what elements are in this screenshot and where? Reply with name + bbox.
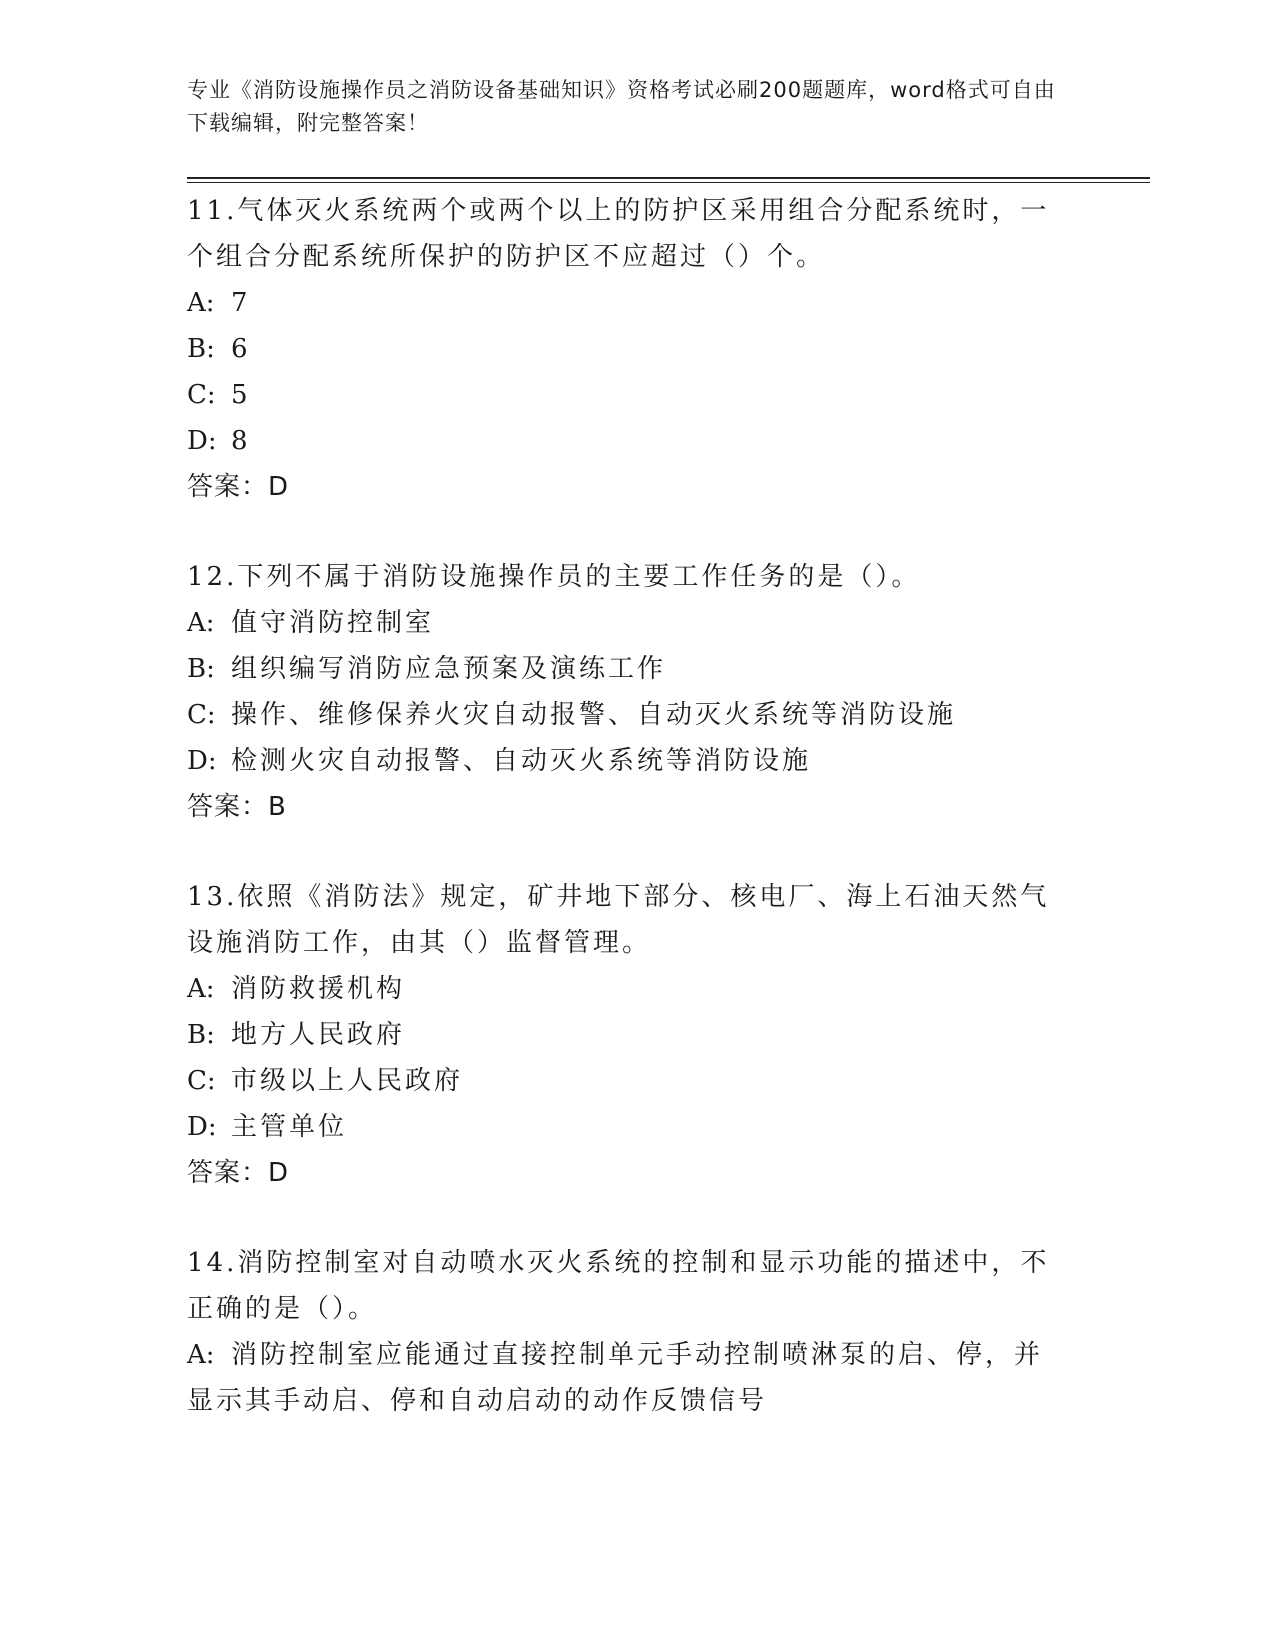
option-text: 检测火灾自动报警、自动灭火系统等消防设施 [231, 746, 812, 776]
option-b [187, 326, 1067, 372]
question-11 [187, 188, 1067, 510]
question-gap [187, 830, 1067, 874]
answer-line: 答案：D [187, 472, 290, 502]
option-letter: D: [187, 1112, 217, 1142]
option-d [187, 418, 1067, 464]
question-stem: 11.气体灭火系统两个或两个以上的防护区采用组合分配系统时，一个组合分配系统所保护的防护区不应超过（）个。 [187, 196, 1050, 272]
option-a [187, 280, 1067, 326]
answer-line: 答案：B [187, 792, 287, 822]
option-text: 值守消防控制室 [231, 608, 435, 638]
question-gap [187, 510, 1067, 554]
option-letter: D: [187, 426, 217, 456]
option-a [187, 966, 1067, 1012]
option-letter: A: [187, 1340, 215, 1370]
option-letter: C: [187, 380, 216, 410]
option-letter: B: [187, 334, 215, 364]
document-header-title: 专业《消防设施操作员之消防设备基础知识》资格考试必刷200题题库，word格式可自由下载编辑，附完整答案！ [187, 78, 1056, 135]
option-letter: A: [187, 608, 215, 638]
option-d [187, 1104, 1067, 1150]
option-text: 组织编写消防应急预案及演练工作 [231, 654, 667, 684]
option-letter: A: [187, 974, 215, 1004]
option-text: 6 [231, 334, 251, 364]
question-13 [187, 874, 1067, 1196]
option-letter: D: [187, 746, 217, 776]
option-letter: B: [187, 1020, 215, 1050]
option-text: 操作、维修保养火灾自动报警、自动灭火系统等消防设施 [231, 700, 957, 730]
question-stem: 13.依照《消防法》规定，矿井地下部分、核电厂、海上石油天然气设施消防工作，由其（）监督管理。 [187, 882, 1050, 958]
option-d [187, 738, 1067, 784]
question-12 [187, 554, 1067, 830]
answer-line: 答案：D [187, 1158, 290, 1188]
option-text: 消防救援机构 [231, 974, 406, 1004]
option-letter: C: [187, 700, 216, 730]
option-a [187, 1332, 1067, 1424]
option-b [187, 1012, 1067, 1058]
option-text: 7 [231, 288, 251, 318]
option-c [187, 1058, 1067, 1104]
option-text: 消防控制室应能通过直接控制单元手动控制喷淋泵的启、停，并显示其手动启、停和自动启动的动作反馈信号 [187, 1340, 1044, 1416]
option-text: 主管单位 [231, 1112, 348, 1142]
question-stem: 12.下列不属于消防设施操作员的主要工作任务的是（）。 [187, 562, 921, 592]
question-stem: 14.消防控制室对自动喷水灭火系统的控制和显示功能的描述中，不正确的是（）。 [187, 1248, 1050, 1324]
option-b [187, 646, 1067, 692]
option-text: 8 [231, 426, 251, 456]
option-text: 地方人民政府 [231, 1020, 406, 1050]
option-text: 市级以上人民政府 [231, 1066, 464, 1096]
option-a [187, 600, 1067, 646]
option-c [187, 372, 1067, 418]
header-divider-thin [187, 182, 1150, 183]
header-divider-thick [187, 177, 1150, 179]
option-c [187, 692, 1067, 738]
option-text: 5 [231, 380, 251, 410]
option-letter: A: [187, 288, 215, 318]
question-list [187, 188, 1067, 1424]
question-14 [187, 1240, 1067, 1424]
question-gap [187, 1196, 1067, 1240]
option-letter: B: [187, 654, 215, 684]
option-letter: C: [187, 1066, 216, 1096]
